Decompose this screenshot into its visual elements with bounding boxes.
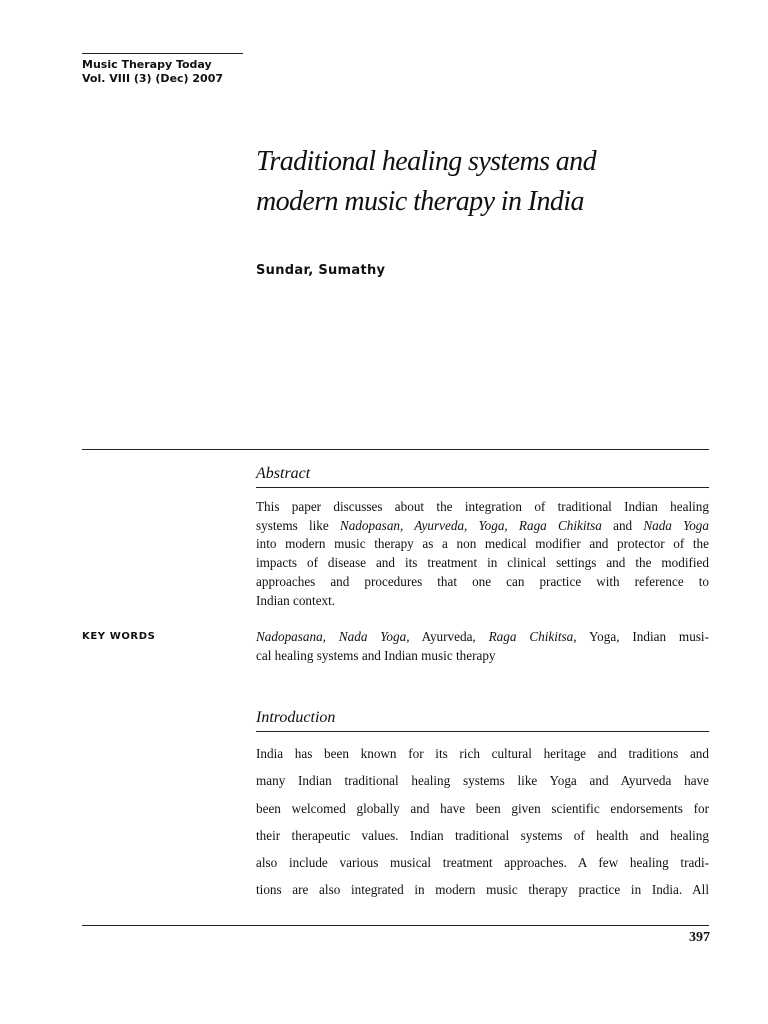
abstract-line: approaches and procedures that one can practice with reference to — [256, 573, 709, 589]
introduction-line: tions are also integrated in modern music therapy practice in India. All — [256, 882, 709, 898]
section-divider — [82, 449, 709, 450]
article-title — [256, 142, 696, 222]
journal-header-rule — [82, 53, 243, 54]
journal-header — [82, 58, 223, 86]
abstract-line: into modern music therapy as a non medical modifier and protector of the — [256, 536, 709, 552]
page-number: 397 — [689, 930, 710, 945]
keywords-label: KEY WORDS — [82, 631, 156, 642]
introduction-line: also include various musical treatment approaches. A few healing tradi- — [256, 855, 709, 871]
journal-name: Music Therapy Today — [82, 58, 212, 71]
introduction-line: their therapeutic values. Indian traditional systems of health and healing — [256, 827, 709, 843]
abstract-line: impacts of disease and its treatment in clinical settings and the modified — [256, 555, 709, 571]
article-title-line: Traditional healing systems and — [256, 146, 596, 177]
footer-rule — [82, 925, 709, 926]
article-author: Sundar, Sumathy — [256, 263, 386, 278]
abstract-line: This paper discusses about the integration of traditional Indian healing — [256, 499, 709, 514]
introduction-line: India has been known for its rich cultural heritage and traditions and — [256, 746, 709, 761]
keywords-line: cal healing systems and Indian music therapy — [256, 648, 496, 663]
introduction-body — [256, 740, 709, 904]
abstract-line: Indian context. — [256, 592, 336, 608]
abstract-body — [256, 498, 709, 610]
journal-volume: Vol. VIII (3) (Dec) 2007 — [82, 72, 224, 85]
abstract-line: systems like Nadopasan, Ayurveda, Yoga, Raga Chikitsa and Nada Yoga — [256, 517, 709, 533]
introduction-line: many Indian traditional healing systems like Yoga and Ayurveda have — [256, 773, 709, 789]
abstract-heading: Abstract — [256, 465, 311, 482]
keywords-line: Nadopasana, Nada Yoga, Ayurveda, Raga Chikitsa, Yoga, Indian musi- — [256, 629, 709, 644]
article-title-line: modern music therapy in India — [256, 186, 584, 217]
keywords-body — [256, 627, 709, 665]
introduction-line: been welcomed globally and have been given scientific endorsements for — [256, 800, 709, 816]
introduction-heading: Introduction — [256, 709, 336, 726]
abstract-heading-rule — [256, 487, 709, 488]
introduction-heading-rule — [256, 731, 709, 732]
